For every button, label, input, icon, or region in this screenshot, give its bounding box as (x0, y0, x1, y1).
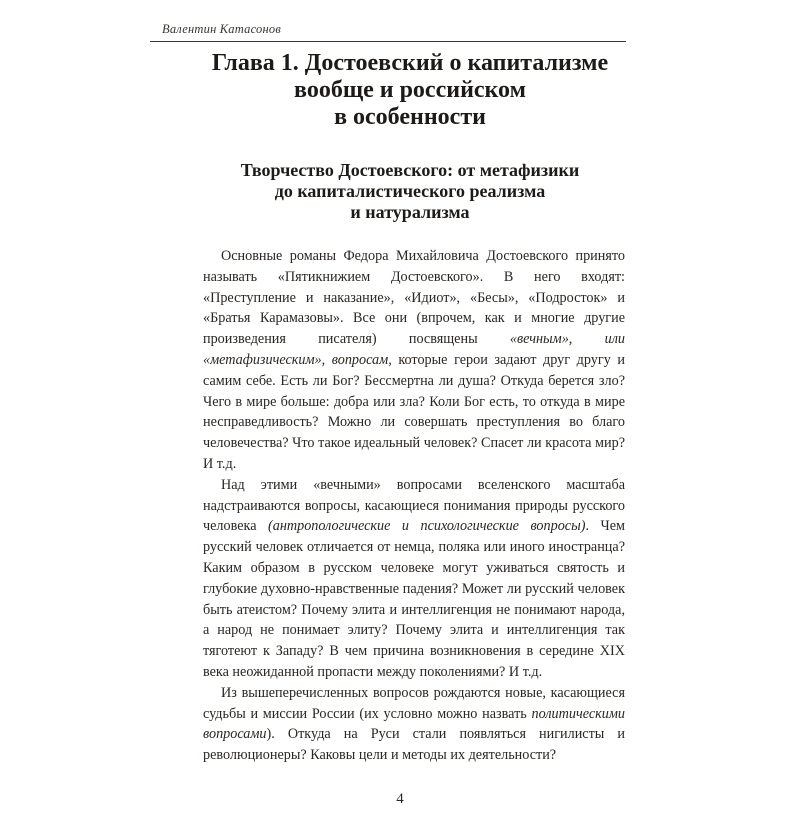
section-title-line: и натурализма (350, 202, 470, 222)
section-title-line: до капиталистического реализма (274, 181, 546, 201)
paragraph-1 (203, 246, 625, 475)
paragraph-text: Основные романы Федора Михайловича Достоевского принято называть «Пятикнижием Достоевского». В него входят: «Преступление и наказание», «Идиот», «Бесы», «Подросток» и «Братья Карамазовы». Все они (впрочем, как и многие другие произведения писателя) посвящены (203, 248, 625, 348)
running-head (150, 20, 626, 42)
paragraph-emphasis: политическими вопросами (203, 705, 625, 743)
paragraph-text: которые герои задают друг другу и самим себе. Есть ли Бог? Бессмертна ли душа? Откуда берется зло? Чего в мире больше: добра или зла? Коли Бог есть, то откуда в мире несправедливость? Можно ли совершать преступления во благо человечества? Что такое идеальный человек? Спасет ли красота мир? И т.д. (203, 351, 626, 472)
paragraph-text: . Чем русский человек отличается от немца, поляка или иного иностранца? Каким образом в русском человеке могут уживаться святость и глубокие духовно-нравственные падения? Может ли русский человек быть атеистом? Почему элита и интеллигенция не понимают народа, а народ не понимает элиту? Почему элита и интеллигенция так тяготеют к Западу? В чем причина возникновения в середине XIX века неожиданной пропасти между поколениями? И т.д. (203, 518, 625, 680)
paragraph-2 (203, 475, 625, 683)
paragraph-text: Из вышеперечисленных вопросов рождаются новые, касающиеся судьбы и миссии России (их условно можно назвать (203, 684, 625, 722)
paragraph-3 (203, 683, 625, 766)
chapter-title-line: в особенности (334, 104, 486, 130)
section-title-line: Творчество Достоевского: от метафизики (240, 160, 580, 180)
chapter-title-line: Глава 1. Достоевский о капитализме (211, 50, 609, 76)
running-head-author: Валентин Катасонов (162, 22, 281, 36)
page-number: 4 (396, 790, 404, 807)
chapter-title-line: вообще и российском (294, 77, 526, 103)
chapter-title (190, 50, 630, 131)
body-text (203, 246, 625, 766)
paragraph-text: ). Откуда на Руси стали появляться нигилисты и революционеры? Каковы цели и методы их деятельности? (203, 726, 625, 764)
paragraph-emphasis: «вечным», или «метафизическим», вопросам, (203, 331, 625, 368)
section-title (190, 160, 630, 223)
paragraph-emphasis: (антропологические и психологические вопросы) (268, 518, 586, 535)
book-page (150, 0, 626, 828)
paragraph-text: Над этими «вечными» вопросами вселенского масштаба надстраиваются вопросы, касающиеся понимания природы русского человека (203, 476, 625, 535)
